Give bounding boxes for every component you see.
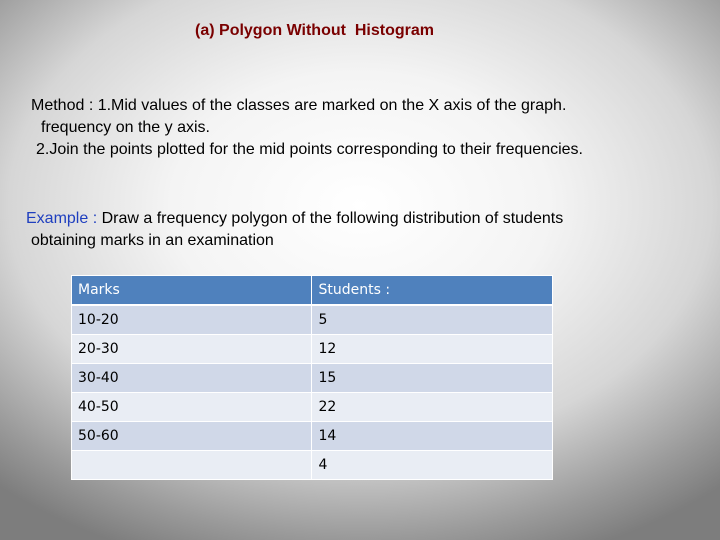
method-line-2: frequency on the y axis. [41, 119, 210, 136]
header-marks: Marks [72, 276, 312, 306]
table-row [72, 451, 553, 480]
title-label: (a) [195, 22, 215, 39]
marks-cell: 40-50 [72, 393, 312, 422]
example-text-1: Draw a frequency polygon of the following distribution of students [97, 210, 564, 227]
marks-cell: 50-60 [72, 422, 312, 451]
method-line-1: Method : 1.Mid values of the classes are marked on the X axis of the graph. [31, 97, 567, 114]
header-students: Students : [312, 276, 553, 306]
marks-cell: 30-40 [72, 364, 312, 393]
students-cell: 12 [312, 335, 553, 364]
table-row [72, 393, 553, 422]
title-text: Polygon Without Histogram [219, 22, 434, 39]
students-cell: 14 [312, 422, 553, 451]
example-line-1 [26, 208, 563, 230]
table-row [72, 305, 553, 335]
slide-title [195, 22, 434, 40]
table-row [72, 335, 553, 364]
students-cell: 15 [312, 364, 553, 393]
marks-cell [72, 451, 312, 480]
marks-cell: 10-20 [72, 305, 312, 335]
method-paragraph [31, 95, 583, 161]
example-line-2: obtaining marks in an examination [31, 232, 274, 249]
example-paragraph [26, 208, 563, 252]
marks-cell: 20-30 [72, 335, 312, 364]
table-row [72, 422, 553, 451]
students-cell: 22 [312, 393, 553, 422]
method-line-3: 2.Join the points plotted for the mid points corresponding to their frequencies. [36, 141, 583, 158]
marks-table [71, 275, 553, 480]
example-label: Example : [26, 210, 98, 227]
students-cell: 4 [312, 451, 553, 480]
table-header-row [72, 276, 553, 306]
students-cell: 5 [312, 305, 553, 335]
table-row [72, 364, 553, 393]
